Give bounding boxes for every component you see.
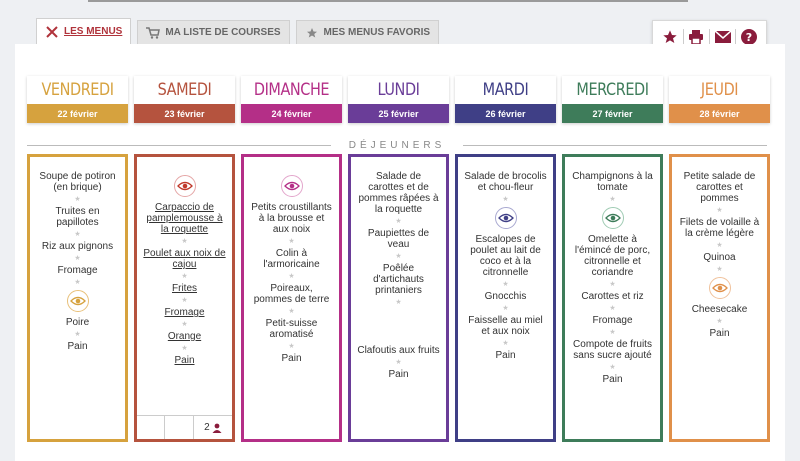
dish[interactable]: Paupiettes de veau: [367, 228, 430, 250]
day-date: 23 février: [134, 104, 235, 123]
menu-column-mercredi: [562, 154, 663, 442]
day-date: 27 février: [562, 104, 663, 123]
cart-icon: [146, 26, 160, 40]
separator-star-icon: ★: [395, 253, 402, 260]
menu-column-jeudi: [669, 154, 770, 442]
dish[interactable]: Riz aux pignons: [41, 241, 114, 252]
dish[interactable]: Champignons à la tomate: [572, 171, 653, 193]
day-name: DIMANCHE: [253, 80, 330, 100]
dish[interactable]: Petit-suisse aromatisé: [265, 318, 318, 340]
day-name: LUNDI: [377, 80, 420, 100]
separator-star-icon: ★: [74, 331, 81, 338]
separator-star-icon: ★: [716, 242, 723, 249]
separator-star-icon: ★: [395, 218, 402, 225]
day-date: 22 février: [27, 104, 128, 123]
day-header-mercredi[interactable]: [562, 76, 663, 123]
day-date: 25 février: [348, 104, 449, 123]
separator-star-icon: ★: [716, 318, 723, 325]
dish[interactable]: Clafoutis aux fruits: [357, 345, 440, 356]
tab-les-menus[interactable]: [36, 18, 131, 44]
dish-link[interactable]: Orange: [167, 331, 202, 342]
separator: [683, 29, 684, 45]
separator-star-icon: ★: [181, 273, 188, 280]
eye-badge-icon: [464, 207, 547, 229]
tab-ma-liste-de-courses[interactable]: [137, 20, 289, 44]
dish[interactable]: Salade de brocolis et chou-fleur: [464, 171, 547, 193]
dish[interactable]: Compote de fruits sans sucre ajouté: [573, 339, 652, 361]
dish[interactable]: Salade de carottes et de pommes râpées à la roquette: [358, 171, 439, 215]
day-header-jeudi[interactable]: [669, 76, 770, 123]
tab-label: MA LISTE DE COURSES: [165, 27, 281, 38]
separator-star-icon: ★: [502, 305, 509, 312]
section-dejeuners: [27, 138, 767, 152]
dish[interactable]: Fromage: [592, 315, 633, 326]
dish[interactable]: Pain: [67, 341, 88, 352]
dish[interactable]: Quinoa: [703, 252, 736, 263]
dish[interactable]: Pain: [709, 328, 730, 339]
menu-column-dimanche: [241, 154, 342, 442]
day-name: MERCREDI: [576, 80, 649, 100]
dish[interactable]: Petits croustillants à la brousse et aux noix: [251, 202, 332, 235]
menu-panel: [15, 44, 785, 461]
day-date: 28 février: [669, 104, 770, 123]
separator-star-icon: ★: [609, 305, 616, 312]
spacer: [357, 309, 440, 345]
eye-badge-icon: [143, 175, 226, 197]
dish-link[interactable]: Pain: [174, 355, 195, 366]
eye-badge-icon: [571, 207, 654, 229]
guest-count[interactable]: [194, 416, 232, 439]
separator-star-icon: ★: [74, 196, 81, 203]
separator-star-icon: ★: [181, 345, 188, 352]
menu-column-lundi: [348, 154, 449, 442]
separator-star-icon: ★: [395, 359, 402, 366]
separator: [709, 29, 710, 45]
tab-mes-menus-favoris[interactable]: [296, 20, 440, 44]
section-title: DÉJEUNERS: [348, 139, 446, 151]
separator-star-icon: ★: [181, 238, 188, 245]
eye-badge-icon: [36, 290, 119, 312]
day-header-lundi[interactable]: [348, 76, 449, 123]
dish[interactable]: Cheesecake: [691, 304, 748, 315]
separator-star-icon: ★: [502, 340, 509, 347]
day-header-vendredi[interactable]: [27, 76, 128, 123]
day-name: JEUDI: [700, 80, 739, 100]
eye-badge-icon: [250, 175, 333, 197]
separator-star-icon: ★: [74, 279, 81, 286]
dish-link[interactable]: Poulet aux noix de cajou: [143, 248, 226, 270]
dish[interactable]: Poireaux, pommes de terre: [253, 283, 330, 305]
footer-cell[interactable]: [137, 416, 165, 439]
dish[interactable]: Filets de volaille à la crème légère: [679, 217, 760, 239]
dish[interactable]: Escalopes de poulet au lait de coco et à la citronnelle: [470, 234, 541, 278]
separator-star-icon: ★: [288, 343, 295, 350]
separator-star-icon: ★: [502, 196, 509, 203]
menu-column-samedi: [134, 154, 235, 442]
dish[interactable]: Pain: [388, 369, 409, 380]
dish[interactable]: Soupe de potiron (en brique): [39, 171, 116, 193]
day-name: MARDI: [482, 80, 529, 100]
dish-link[interactable]: Carpaccio de pamplemousse à la roquette: [146, 202, 223, 235]
separator-star-icon: ★: [609, 196, 616, 203]
separator-star-icon: ★: [288, 238, 295, 245]
separator-star-icon: ★: [288, 308, 295, 315]
dish[interactable]: Gnocchis: [484, 291, 527, 302]
menu-columns: [27, 154, 770, 442]
dish[interactable]: Omelette à l'émincé de porc, citronnelle et coriandre: [574, 234, 651, 278]
dish[interactable]: Colin à l'armoricaine: [263, 248, 320, 270]
day-header-dimanche[interactable]: [241, 76, 342, 123]
day-headers: [27, 76, 770, 123]
separator-star-icon: ★: [716, 207, 723, 214]
column-footer: [137, 415, 232, 439]
star-icon: [305, 26, 319, 40]
separator-star-icon: ★: [74, 255, 81, 262]
menu-tabs: [36, 18, 439, 44]
person-icon: [212, 423, 222, 433]
dish[interactable]: Fromage: [57, 265, 98, 276]
cutlery-icon: [45, 25, 59, 39]
day-name: SAMEDI: [157, 80, 212, 100]
tab-label: LES MENUS: [64, 26, 123, 37]
dish[interactable]: Truites en papillotes: [55, 206, 100, 228]
footer-cell[interactable]: [165, 416, 193, 439]
day-header-mardi[interactable]: [455, 76, 556, 123]
separator-star-icon: ★: [609, 364, 616, 371]
guest-count-value: 2: [204, 422, 210, 433]
dish-link[interactable]: Frites: [172, 283, 197, 294]
separator-star-icon: ★: [502, 281, 509, 288]
separator-star-icon: ★: [395, 299, 402, 306]
dish[interactable]: Carottes et riz: [581, 291, 644, 302]
day-date: 26 février: [455, 104, 556, 123]
dish[interactable]: Faisselle au miel et aux noix: [468, 315, 543, 337]
separator-star-icon: ★: [288, 273, 295, 280]
separator-star-icon: ★: [181, 297, 188, 304]
dish[interactable]: Poêlée d'artichauts printaniers: [373, 263, 424, 296]
divider: [27, 145, 331, 146]
separator-star-icon: ★: [716, 266, 723, 273]
day-header-samedi[interactable]: [134, 76, 235, 123]
separator-star-icon: ★: [609, 281, 616, 288]
dish[interactable]: Pain: [281, 353, 302, 364]
top-divider: [88, 0, 688, 2]
eye-badge-icon: [678, 277, 761, 299]
menu-column-vendredi: [27, 154, 128, 442]
day-name: VENDREDI: [41, 80, 114, 100]
dish[interactable]: Petite salade de carottes et pommes: [683, 171, 756, 204]
svg-text:?: ?: [745, 31, 753, 44]
separator-star-icon: ★: [181, 321, 188, 328]
dish[interactable]: Poire: [65, 317, 90, 328]
day-date: 24 février: [241, 104, 342, 123]
dish[interactable]: Pain: [602, 374, 623, 385]
dish[interactable]: Pain: [495, 350, 516, 361]
tab-label: MES MENUS FAVORIS: [323, 27, 431, 38]
separator-star-icon: ★: [74, 231, 81, 238]
divider: [463, 145, 767, 146]
separator-star-icon: ★: [609, 329, 616, 336]
separator: [735, 29, 736, 45]
dish-link[interactable]: Fromage: [164, 307, 205, 318]
menu-column-mardi: [455, 154, 556, 442]
